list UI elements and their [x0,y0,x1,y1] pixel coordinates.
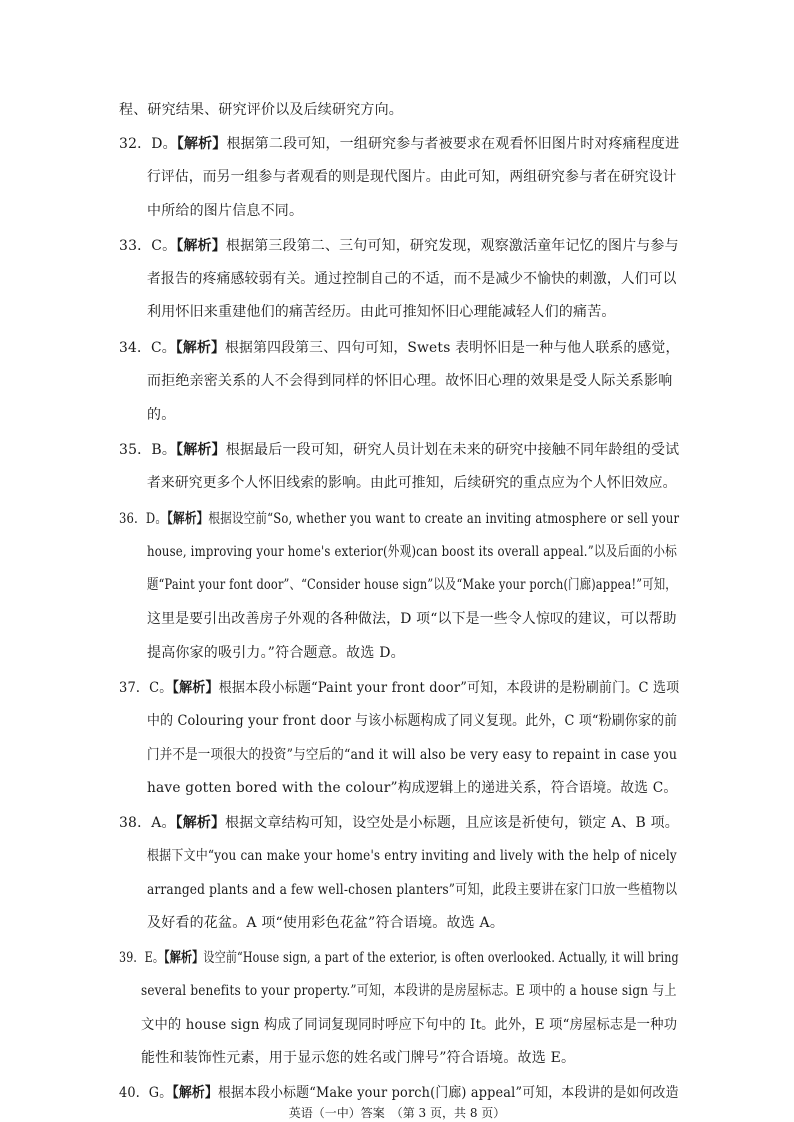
analysis-tag: 【解析】 [175,815,226,831]
page-footer: 英语（一中）答案 （第 3 页，共 8 页） [288,1106,506,1120]
question-number: 37．C。 [119,680,173,696]
text-line: 行评估，而另一组参与者观看的则是现代图片。由此可知，两组研究参与者在研究设计 [147,169,677,185]
question-number: 38．A。 [119,815,176,831]
text-line: 中所给的图片信息不同。 [147,203,304,219]
answer-40-line: 40．G。【解析】根据本段小标题“Make your porch(门廊) appeal”可知，本段讲的是如何改造 [119,1085,679,1101]
answer-35-line: 35．B。【解析】根据最后一段可知，研究人员计划在未来的研究中接触不同年龄组的受试 [119,442,680,458]
analysis-tag: 【解析】 [176,442,226,458]
text-line: 利用怀旧来重建他们的痛苦经历。由此可推知怀旧心理能减轻人们的痛苦。 [147,304,616,320]
question-number: 33．C。 [119,238,177,254]
text-line: 提高你家的吸引力。”符合题意。故选 D。 [147,645,405,661]
analysis-tag: 【解析】 [172,680,219,696]
text-line: 题“Paint your font door”、“Consider house sign”以及“Make your porch(门廊)appea!”可知， [147,577,677,593]
text-line: 者报告的疼痛感较弱有关。通过控制自己的不适，而不是减少不愉快的刺激，人们可以 [147,271,677,287]
text-line: 根据下文中“you can make your home's entry inviting and lively with the help of nicely [147,848,677,864]
text-line: several benefits to your property.”可知，本段讲的是房屋标志。E 项中的 a house sign 与上 [141,983,677,999]
analysis-tag: 【解析】 [176,136,227,152]
text-line: house, improving your home's exterior(外观)can boost its overall appeal.”以及后面的小标 [147,544,677,560]
answer-38-line: 38．A。【解析】根据文章结构可知，设空处是小标题，且应该是祈使句，锁定 A、B 项。 [119,815,679,831]
answer-32-line: 32．D。【解析】根据第二段可知，一组研究参与者被要求在观看怀旧图片时对疼痛程度进 [119,136,680,152]
question-number: 40．G。 [119,1085,173,1101]
text-line: arranged plants and a few well-chosen planters”可知，此段主要讲在家门口放一些植物以 [147,882,678,898]
analysis-tag: 【解析】 [164,950,204,966]
answer-39-line: 39．E。【解析】设空前“House sign, a part of the exterior, is often overlooked. Actually, it will bring [119,950,679,966]
answer-37-line: 37．C。【解析】根据本段小标题“Paint your front door”可知，本段讲的是粉刷前门。C 选项 [119,680,680,696]
question-number: 35．B。 [119,442,177,458]
text-line: 而拒绝亲密关系的人不会得到同样的怀旧心理。故怀旧心理的效果是受人际关系影响 [147,373,673,389]
analysis-tag: 【解析】 [167,511,209,527]
text-line: 文中的 house sign 构成了同词复现同时呼应下句中的 It。此外，E 项“房屋标志是一种功 [141,1017,678,1033]
text-line: 能性和装饰性元素，用于显示您的姓名或门牌号”符合语境。故选 E。 [141,1050,576,1066]
text-line: 中的 Colouring your front door 与该小标题构成了同义复现。此外，C 项“粉刷你家的前 [147,713,678,729]
analysis-tag: 【解析】 [172,1085,218,1101]
analysis-tag: 【解析】 [175,340,226,356]
question-number: 32．D。 [119,136,177,152]
question-number: 34．C。 [119,340,176,356]
text-line: 者来研究更多个人怀旧线索的影响。由此可推知，后续研究的重点应为个人怀旧效应。 [147,475,677,491]
question-number: 36．D。 [119,511,168,527]
answer-33-line: 33．C。【解析】根据第三段第二、三句可知，研究发现，观察激活童年记忆的图片与参与 [119,238,679,254]
text-line: 门并不是一项很大的投资”与空后的“and it will also be very easy to repaint in case you [147,747,678,763]
answer-36-line: 36．D。【解析】根据设空前“So, whether you want to create an inviting atmosphere or sell your [119,511,680,527]
text-line: 及好看的花盆。A 项“使用彩色花盆”符合语境。故选 A。 [147,915,505,931]
text-line: have gotten bored with the colour”构成逻辑上的递进关系，符合语境。故选 C。 [147,780,678,796]
analysis-tag: 【解析】 [176,238,226,254]
answer-34-line: 34．C。【解析】根据第四段第三、四句可知，Swets 表明怀旧是一种与他人联系的感觉， [119,340,680,356]
text-line: 的。 [147,407,176,423]
text-line: 这里是要引出改善房子外观的各种做法，D 项“以下是一些令人惊叹的建议，可以帮助 [147,611,677,627]
question-number: 39．E。 [119,950,165,966]
text-line: 程、研究结果、研究评价以及后续研究方向。 [119,102,403,118]
